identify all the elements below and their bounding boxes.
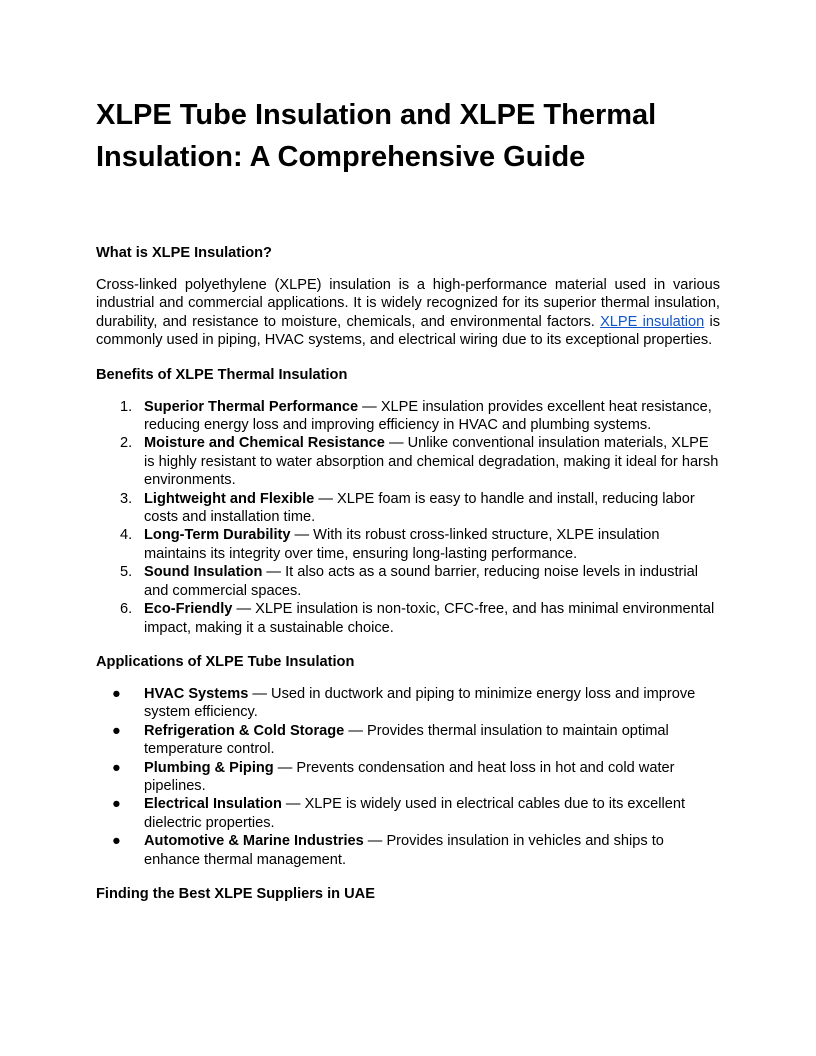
list-item-title: HVAC Systems: [144, 685, 249, 702]
list-item-title: Sound Insulation: [144, 564, 263, 581]
paragraph-text-before-link: Cross-linked polyethylene (XLPE) insulation is a high-performance material used in various industrial and commercial applications. It is widely recognized for its superior thermal insulation, durability, and resistance to moisture, chemicals, and environmental factors.: [96, 277, 720, 330]
list-item-title: Electrical Insulation: [144, 796, 282, 813]
list-item-text: — XLPE insulation is non-toxic, CFC-free, and has minimal environmental impact, making it a sustainable choice.: [144, 601, 715, 636]
paragraph-text-after-link: is commonly used in piping, HVAC systems, and electrical wiring due to its exceptional properties.: [96, 313, 720, 349]
bullet-icon: ●: [112, 722, 121, 739]
list-item: [96, 600, 720, 637]
heading-what-is-xlpe: What is XLPE Insulation?: [96, 245, 272, 261]
list-item-text: — XLPE insulation provides excellent heat resistance, reducing energy loss and improving efficiency in HVAC and plumbing systems.: [144, 398, 712, 434]
page-title: XLPE Tube Insulation and XLPE Thermal Insulation: A Comprehensive Guide: [96, 99, 657, 173]
heading-benefits: Benefits of XLPE Thermal Insulation: [96, 366, 348, 383]
applications-list: [96, 685, 720, 869]
document-content: [96, 94, 720, 903]
list-item-text: — It also acts as a sound barrier, reducing noise levels in industrial and commercial spaces.: [144, 564, 698, 599]
list-item: [96, 759, 720, 796]
bullet-icon: ●: [112, 833, 121, 850]
xlpe-insulation-link[interactable]: XLPE insulation: [600, 313, 705, 330]
list-number: 3.: [120, 490, 133, 507]
list-item-title: Refrigeration & Cold Storage: [144, 722, 345, 739]
list-item-title: Lightweight and Flexible: [144, 490, 315, 507]
list-item: [96, 722, 720, 759]
benefits-list: [96, 398, 720, 637]
list-item-title: Long-Term Durability: [144, 527, 291, 544]
list-item-title: Moisture and Chemical Resistance: [144, 435, 385, 452]
list-item-title: Eco-Friendly: [144, 601, 233, 618]
bullet-icon: ●: [112, 759, 121, 776]
list-item: [96, 832, 720, 869]
list-item-title: Superior Thermal Performance: [144, 398, 359, 415]
list-number: 1.: [120, 398, 133, 415]
list-item-text: — Provides insulation in vehicles and ships to enhance thermal management.: [144, 833, 664, 868]
list-item-text: — With its robust cross-linked structure, XLPE insulation maintains its integrity over time, ensuring long-lasting performance.: [144, 527, 660, 562]
list-item: [96, 795, 720, 832]
list-number: 2.: [120, 435, 133, 452]
list-number: 5.: [120, 564, 133, 581]
list-item: [96, 526, 720, 563]
list-item-title: Plumbing & Piping: [144, 759, 274, 776]
list-number: 4.: [120, 527, 133, 544]
list-item: [96, 685, 720, 722]
list-item-title: Automotive & Marine Industries: [144, 833, 364, 850]
list-item-text: — Unlike conventional insulation materials, XLPE is highly resistant to water absorption and chemical degradation, making it ideal for harsh environments.: [144, 435, 719, 489]
heading-applications: Applications of XLPE Tube Insulation: [96, 653, 355, 670]
list-item: [96, 563, 720, 600]
bullet-icon: ●: [112, 796, 121, 813]
list-number: 6.: [120, 601, 133, 618]
list-item: [96, 398, 720, 435]
paragraph-what-is-xlpe: [96, 276, 720, 350]
list-item: [96, 434, 720, 489]
list-item-text: — Prevents condensation and heat loss in hot and cold water pipelines.: [144, 759, 675, 794]
list-item-text: — Provides thermal insulation to maintain optimal temperature control.: [144, 722, 669, 758]
heading-suppliers: Finding the Best XLPE Suppliers in UAE: [96, 885, 375, 902]
list-item-text: — Used in ductwork and piping to minimize energy loss and improve system efficiency.: [144, 685, 696, 721]
list-item-text: — XLPE is widely used in electrical cables due to its excellent dielectric properties.: [144, 796, 686, 831]
bullet-icon: ●: [112, 685, 121, 702]
list-item-text: — XLPE foam is easy to handle and install, reducing labor costs and installation time.: [144, 490, 695, 526]
list-item: [96, 490, 720, 527]
